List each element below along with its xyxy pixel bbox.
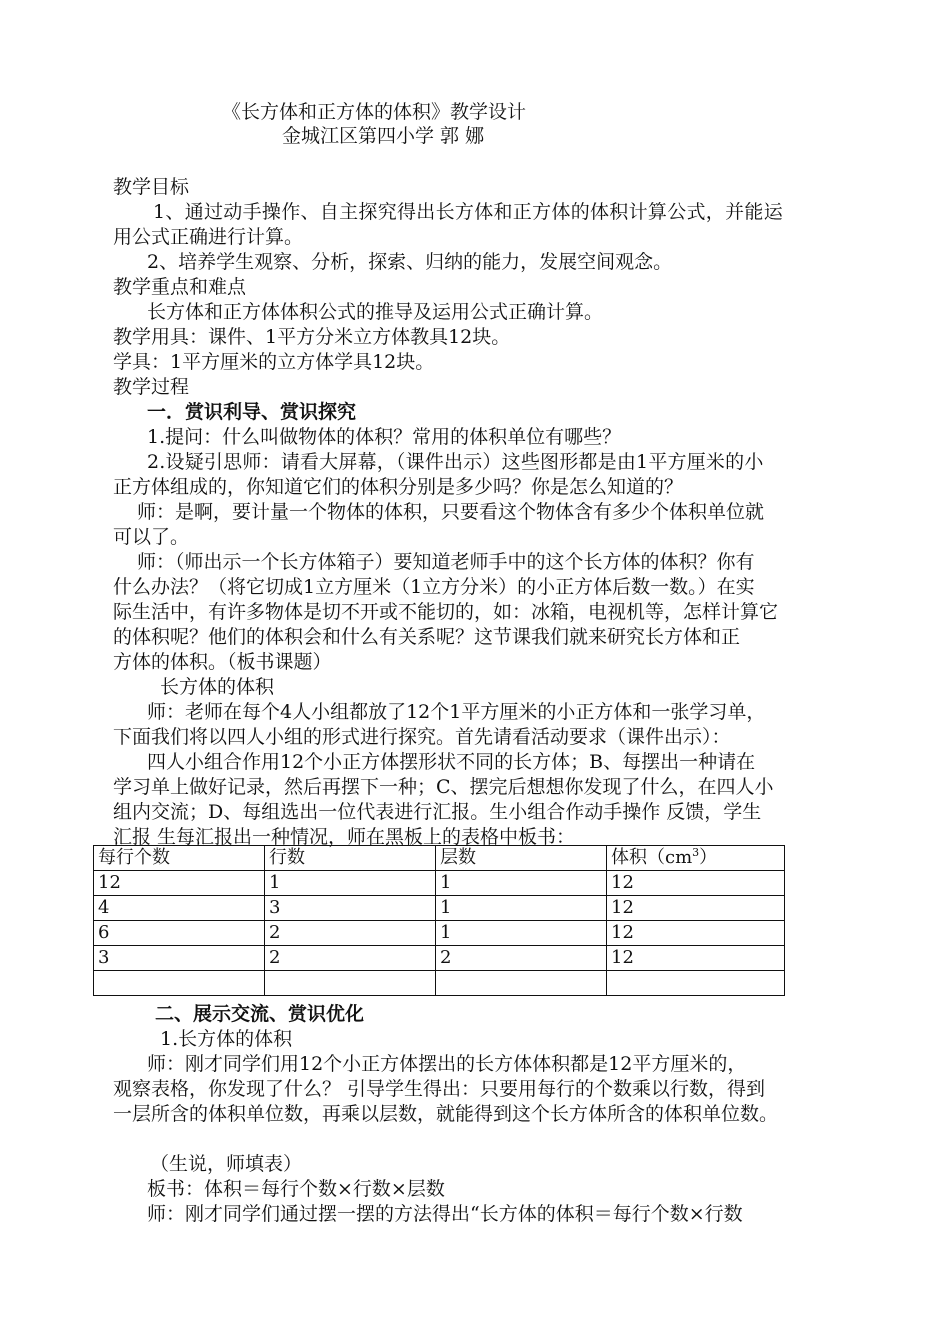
paragraph-line: 2、培养学生观察、分析，探索、归纳的能力，发展空间观念。 (147, 251, 673, 273)
paragraph-line: 师：刚才同学们用12个小正方体摆出的长方体体积都是12平方厘米的， (147, 1053, 747, 1075)
table-header-cell: 行数 (265, 846, 436, 871)
section-heading-process: 教学过程 (113, 376, 190, 398)
paragraph-line: 的体积呢？他们的体积会和什么有关系呢？这节课我们就来研究长方体和正 (113, 626, 741, 648)
paragraph-line: 方体的体积。（板书课题） (113, 651, 332, 673)
table-cell: 12 (607, 921, 785, 946)
paragraph-line: 师：刚才同学们通过摆一摆的方法得出“长方体的体积＝每行个数×行数 (147, 1203, 743, 1225)
subheading-part-two: 二、展示交流、赏识优化 (155, 1003, 365, 1025)
table-header-row (94, 846, 785, 871)
table-cell: 2 (436, 946, 607, 971)
table-cell: 12 (607, 946, 785, 971)
paragraph-line: 组内交流；D、每组选出一位代表进行汇报。生小组合作动手操作 反馈，学生 (113, 801, 762, 823)
paragraph-line: 1、通过动手操作、自主探究得出长方体和正方体的体积计算公式，并能运 (153, 201, 783, 223)
table-cell: 3 (265, 896, 436, 921)
table-cell: 12 (607, 871, 785, 896)
table-cell: 2 (265, 921, 436, 946)
paragraph-line: 下面我们将以四人小组的形式进行探究。首先请看活动要求（课件出示）： (113, 726, 731, 748)
paragraph-line: （生说，师填表） (150, 1153, 303, 1175)
paragraph-line: 师：（师出示一个长方体箱子）要知道老师手中的这个长方体的体积？你有 (137, 551, 755, 573)
lesson-topic: 长方体的体积 (160, 676, 275, 698)
table-row (94, 871, 785, 896)
subheading-part-one: 一．赏识利导、赏识探究 (147, 401, 357, 423)
section-heading-keypoints: 教学重点和难点 (113, 276, 247, 298)
paragraph-line: 四人小组合作用12个小正方体摆形状不同的长方体；B、每摆出一种请在 (147, 751, 756, 773)
paragraph-line: 什么办法？（将它切成1立方厘米（1立方分米）的小正方体后数一数。）在实 (113, 576, 755, 598)
table-cell: 6 (94, 921, 265, 946)
table-cell: 1 (436, 921, 607, 946)
table-row-empty (94, 971, 785, 996)
paragraph-line: 可以了。 (113, 526, 190, 548)
paragraph-line: 学习单上做好记录，然后再摆下一种；C、摆完后想想你发现了什么，在四人小 (113, 776, 774, 798)
table-cell: 1 (436, 896, 607, 921)
document-title: 《长方体和正方体的体积》教学设计 (222, 101, 527, 123)
table-cell: 3 (94, 946, 265, 971)
formula-line: 板书：体积＝每行个数×行数×层数 (147, 1178, 445, 1200)
table-cell: 1 (436, 871, 607, 896)
table-cell (436, 971, 607, 996)
table-cell (607, 971, 785, 996)
table-header-cell (607, 846, 785, 871)
table-cell: 4 (94, 896, 265, 921)
paragraph-line: 一层所含的体积单位数，再乘以层数，就能得到这个长方体所含的体积单位数。 (113, 1103, 779, 1125)
paragraph-line: 师：是啊，要计量一个物体的体积，只要看这个物体含有多少个体积单位就 (137, 501, 765, 523)
section-heading-goals: 教学目标 (113, 176, 190, 198)
table-cell: 12 (607, 896, 785, 921)
paragraph-line: 用公式正确进行计算。 (113, 226, 304, 248)
paragraph-line: 正方体组成的，你知道它们的体积分别是多少吗？你是怎么知道的？ (113, 476, 684, 498)
paragraph-line: 学具：1平方厘米的立方体学具12块。 (113, 351, 435, 373)
paragraph-line: 师：老师在每个4人小组都放了12个1平方厘米的小正方体和一张学习单， (147, 701, 766, 723)
paragraph-line: 1.长方体的体积 (160, 1028, 293, 1050)
table-cell (265, 971, 436, 996)
paragraph-line: 长方体和正方体体积公式的推导及运用公式正确计算。 (147, 301, 604, 323)
volume-unit-exponent: 3 (692, 846, 700, 859)
table-row (94, 921, 785, 946)
paragraph-line: 1.提问：什么叫做物体的体积？常用的体积单位有哪些？ (147, 426, 622, 448)
paragraph-line: 2.设疑引思师：请看大屏幕，（课件出示）这些图形都是由1平方厘米的小 (147, 451, 764, 473)
table-cell (94, 971, 265, 996)
table-header-cell: 每行个数 (94, 846, 265, 871)
paragraph-line: 际生活中，有许多物体是切不开或不能切的，如：冰箱，电视机等，怎样计算它 (113, 601, 779, 623)
paragraph-line: 观察表格，你发现了什么？ 引导学生得出：只要用每行的个数乘以行数，得到 (113, 1078, 766, 1100)
table-header-cell: 层数 (436, 846, 607, 871)
paragraph-line: 教学用具：课件、1平方分米立方体教具12块。 (113, 326, 511, 348)
document-author: 金城江区第四小学 郭 娜 (282, 125, 485, 147)
table-row (94, 946, 785, 971)
blackboard-table (93, 845, 785, 996)
table-row (94, 896, 785, 921)
volume-header-label: 体积（cm (611, 847, 693, 868)
volume-header-close: ） (699, 847, 718, 868)
table-cell: 1 (265, 871, 436, 896)
table-cell: 2 (265, 946, 436, 971)
paragraph-line: 汇报 生每汇报出一种情况，师在黑板上的表格中板书： (113, 826, 576, 848)
table-cell: 12 (94, 871, 265, 896)
